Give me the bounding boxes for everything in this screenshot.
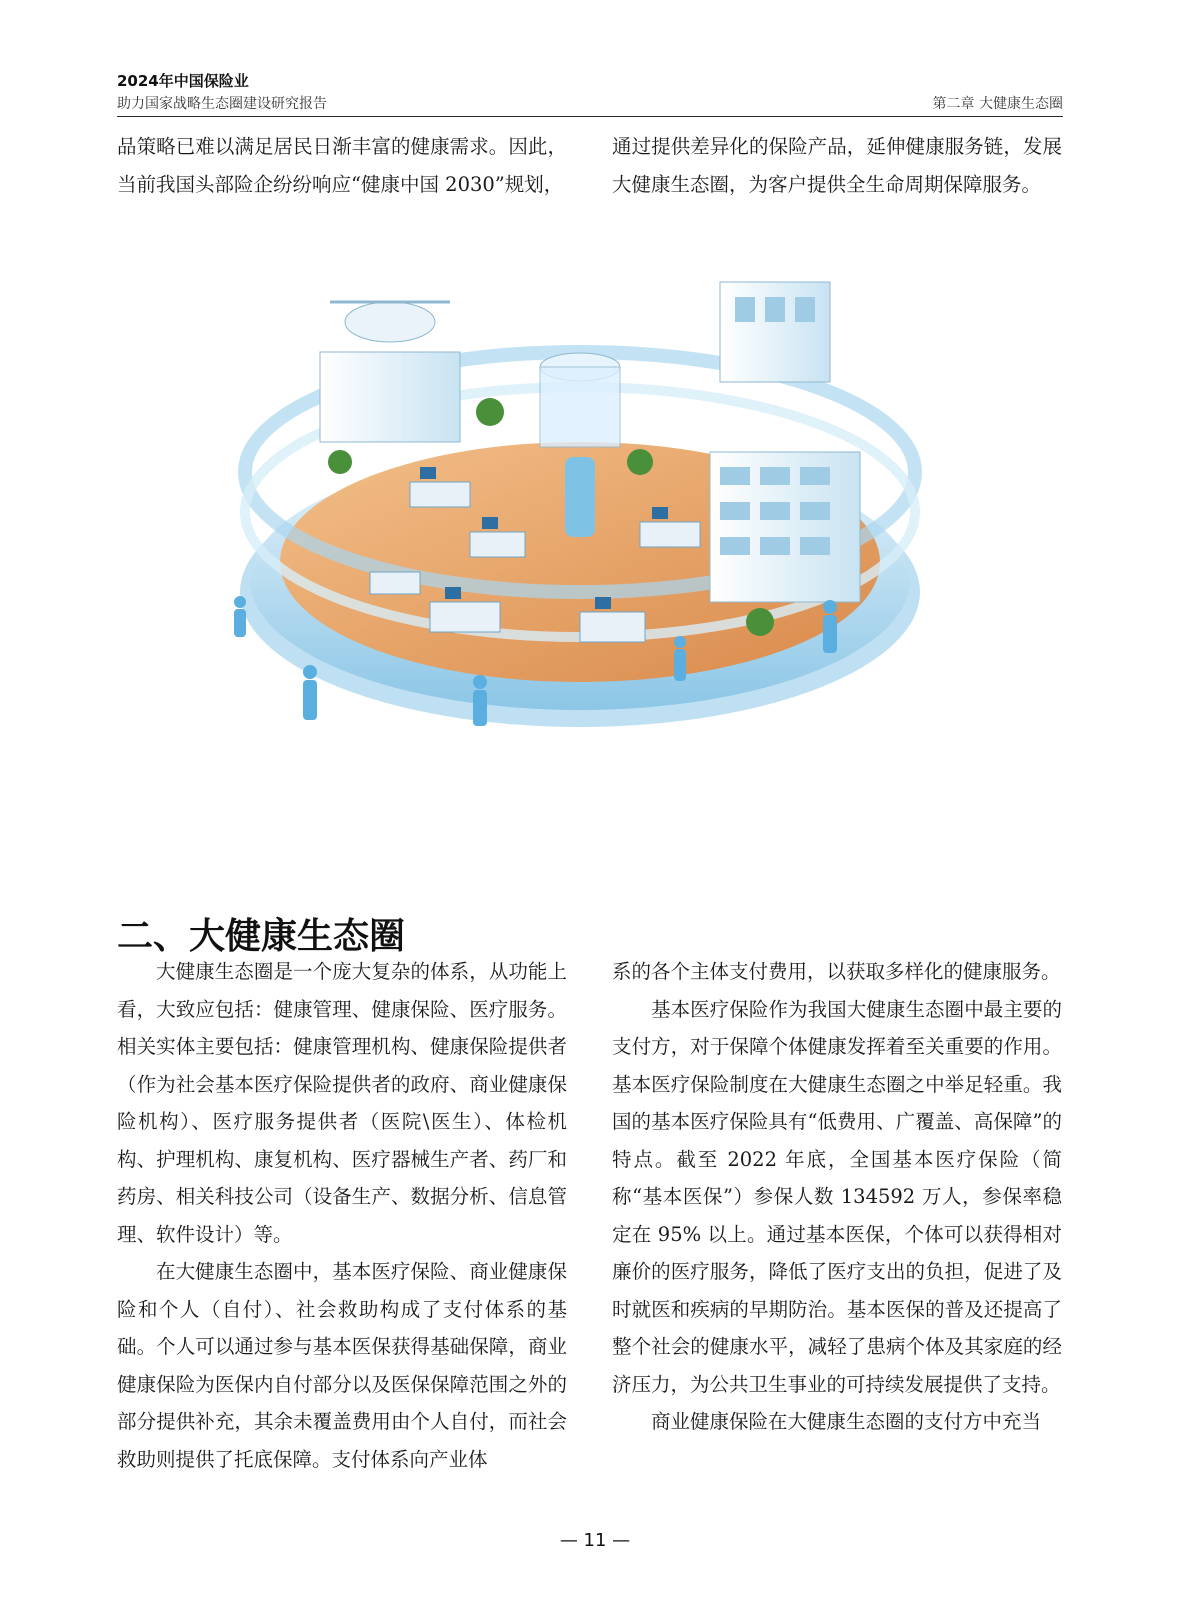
paragraph: 大健康生态圈是一个庞大复杂的体系，从功能上看，大致应包括：健康管理、健康保险、医疗服务。相关实体主要包括：健康管理机构、健康保险提供者（作为社会基本医疗保险提供者的政府、商业健康保险机构）、医疗服务提供者（医院\医生）、体检机构、护理机构、康复机构、医疗器械生产者、药厂和药房、相关科技公司（设备生产、数据分析、信息管理、软件设计）等。 [117,960,567,1246]
section-title: 二、大健康生态圈 [117,916,406,957]
body-left-column [117,953,567,1478]
report-year-title: 2024年中国保险业 [117,72,249,90]
paragraph: 基本医疗保险作为我国大健康生态圈中最主要的支付方，对于保障个体健康发挥着至关重要的作用。基本医疗保险制度在大健康生态圈之中举足轻重。我国的基本医疗保险具有“低费用、广覆盖、高保障”的特点。截至 2022 年底，全国基本医疗保险（简称“基本医保”）参保人数 134592 万人，参保率稳定在 95% 以上。通过基本医保，个体可以获得相对廉价的医疗服务，降低了医疗支出的负担，促进了及时就医和疾病的早期防治。基本医保的普及还提高了整个社会的健康水平，减轻了患病个体及其家庭的经济压力，为公共卫生事业的可持续发展提供了支持。 [612,997,1062,1396]
paragraph: 在大健康生态圈中，基本医疗保险、商业健康保险和个人（自付）、社会救助构成了支付体系的基础。个人可以通过参与基本医保获得基础保障，商业健康保险为医保内自付部分以及医保保障范围之外的部分提供补充，其余未覆盖费用由个人自付，而社会救助则提供了托底保障。支付体系向产业体 [117,1260,567,1471]
body-right-column [612,953,1062,1441]
top-text-right [612,128,1062,203]
health-ecosystem-illustration [220,262,980,772]
top-text-left [117,128,567,203]
page-number: — 11 — [559,1530,631,1551]
page-header [117,70,1063,117]
paragraph: 商业健康保险在大健康生态圈的支付方中充当 [651,1410,1042,1433]
paragraph: 品策略已难以满足居民日渐丰富的健康需求。因此，当前我国头部险企纷纷响应“健康中国 2030”规划， [117,135,567,196]
report-subtitle: 助力国家战略生态圈建设研究报告 [117,96,327,112]
paragraph: 通过提供差异化的保险产品，延伸健康服务链，发展大健康生态圈，为客户提供全生命周期保障服务。 [612,135,1062,196]
chapter-label: 第二章 大健康生态圈 [932,96,1063,112]
paragraph: 系的各个主体支付费用，以获取多样化的健康服务。 [612,960,1061,983]
